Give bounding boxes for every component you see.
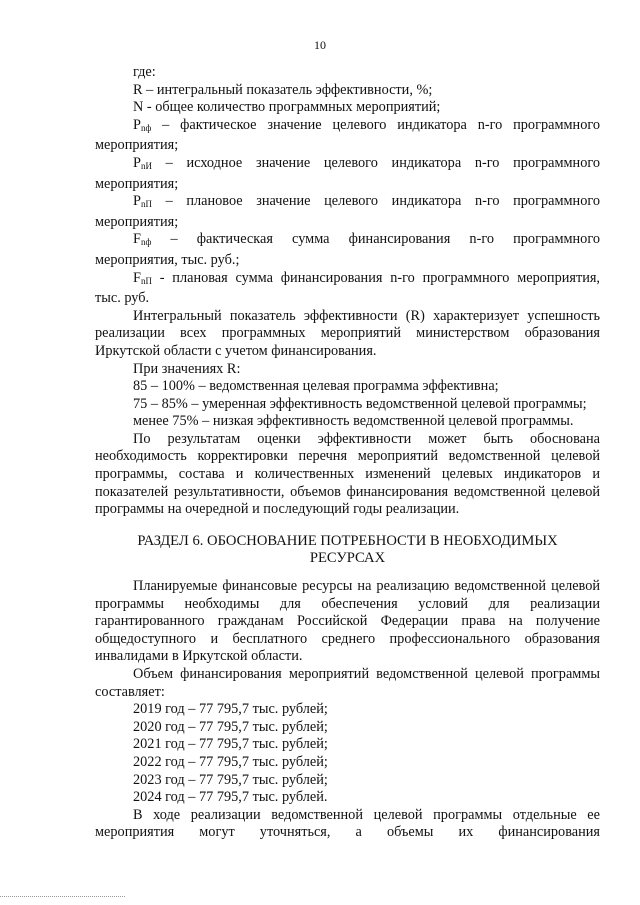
year-line: 2020 год – 77 795,7 тыс. рублей; <box>133 718 328 735</box>
symbol: P <box>133 116 141 133</box>
year-line: 2024 год – 77 795,7 тыс. рублей. <box>133 789 328 806</box>
symbol: F <box>133 269 141 286</box>
subscript: nф <box>140 237 152 248</box>
year-line: 2023 год – 77 795,7 тыс. рублей; <box>133 771 328 788</box>
def-fnp-cont: тыс. руб. <box>95 290 150 307</box>
def-pni <box>95 155 600 176</box>
value-range-3: менее 75% – низкая эффективность ведомственной целевой программы. <box>133 413 574 430</box>
def-text: – фактическая сумма финансирования n-го программного <box>151 231 600 248</box>
def-pnf-cont: мероприятия; <box>95 137 179 154</box>
page-number: 10 <box>314 38 326 52</box>
def-fnf <box>95 231 600 252</box>
page-body <box>95 64 600 842</box>
subscript: nП <box>140 199 152 210</box>
section-heading-line1: РАЗДЕЛ 6. ОБОСНОВАНИЕ ПОТРЕБНОСТИ В НЕОБХОДИМЫХ <box>137 532 558 549</box>
def-fnf-cont: мероприятия, тыс. руб.; <box>95 251 240 268</box>
year-line: 2021 год – 77 795,7 тыс. рублей; <box>133 736 328 753</box>
def-pnf <box>95 117 600 138</box>
symbol: F <box>133 231 141 248</box>
def-text: – фактическое значение целевого индикатора n-го программного <box>151 116 600 133</box>
year-line: 2022 год – 77 795,7 тыс. рублей; <box>133 753 328 770</box>
volume-intro: Объем финансирования мероприятий ведомственной целевой программы составляет: <box>95 666 600 700</box>
footer-rule <box>0 896 125 897</box>
section-heading <box>95 533 600 568</box>
def-text: – исходное значение целевого индикатора n-го программного <box>151 154 600 171</box>
integral-paragraph: Интегральный показатель эффективности (R) характеризует успешность реализации всех программных мероприятий министерством образования Иркутской области с учетом финансирования. <box>95 307 600 359</box>
def-text: – плановое значение целевого индикатора n-го программного <box>151 193 600 210</box>
subscript: nП <box>140 275 152 286</box>
subscript: nИ <box>140 160 152 171</box>
values-intro: При значениях R: <box>133 360 241 377</box>
def-fnp <box>95 270 600 291</box>
def-r: R – интегральный показатель эффективности, %; <box>133 81 433 98</box>
def-pnp <box>95 193 600 214</box>
subscript: nф <box>140 122 152 133</box>
year-line: 2019 год – 77 795,7 тыс. рублей; <box>133 701 328 718</box>
section-heading-line2: РЕСУРСАХ <box>309 550 386 567</box>
where-label: где: <box>133 64 156 80</box>
final-line-1: В ходе реализации ведомственной целевой программы отдельные ее <box>133 806 600 823</box>
value-range-1: 85 – 100% – ведомственная целевая программа эффективна; <box>133 378 499 395</box>
def-n: N - общее количество программных мероприятий; <box>133 99 441 116</box>
value-range-2: 75 – 85% – умеренная эффективность ведомственной целевой программы; <box>133 395 587 412</box>
def-pnp-cont: мероприятия; <box>95 213 179 230</box>
def-text: - плановая сумма финансирования n-го программного мероприятия, <box>151 269 600 286</box>
final-line-2: мероприятия могут уточняться, а объемы их финансирования <box>95 824 600 841</box>
results-paragraph: По результатам оценки эффективности может быть обоснована необходимость корректировки перечня мероприятий ведомственной целевой программы, состава и количественных изменений целевых индикаторов и показателей результативности, объемов финансирования ведомственной целевой программы на очередной и последующий годы реализации. <box>95 430 600 518</box>
planned-resources-paragraph: Планируемые финансовые ресурсы на реализацию ведомственной целевой программы необходимы для обеспечения условий для реализации гарантированного гражданам Российской Федерации права на получение общедоступного и бесплатного среднего профессионального образования инвалидами в Иркутской области. <box>95 578 600 665</box>
symbol: P <box>133 193 141 210</box>
symbol: P <box>133 154 141 171</box>
def-pni-cont: мероприятия; <box>95 175 179 192</box>
